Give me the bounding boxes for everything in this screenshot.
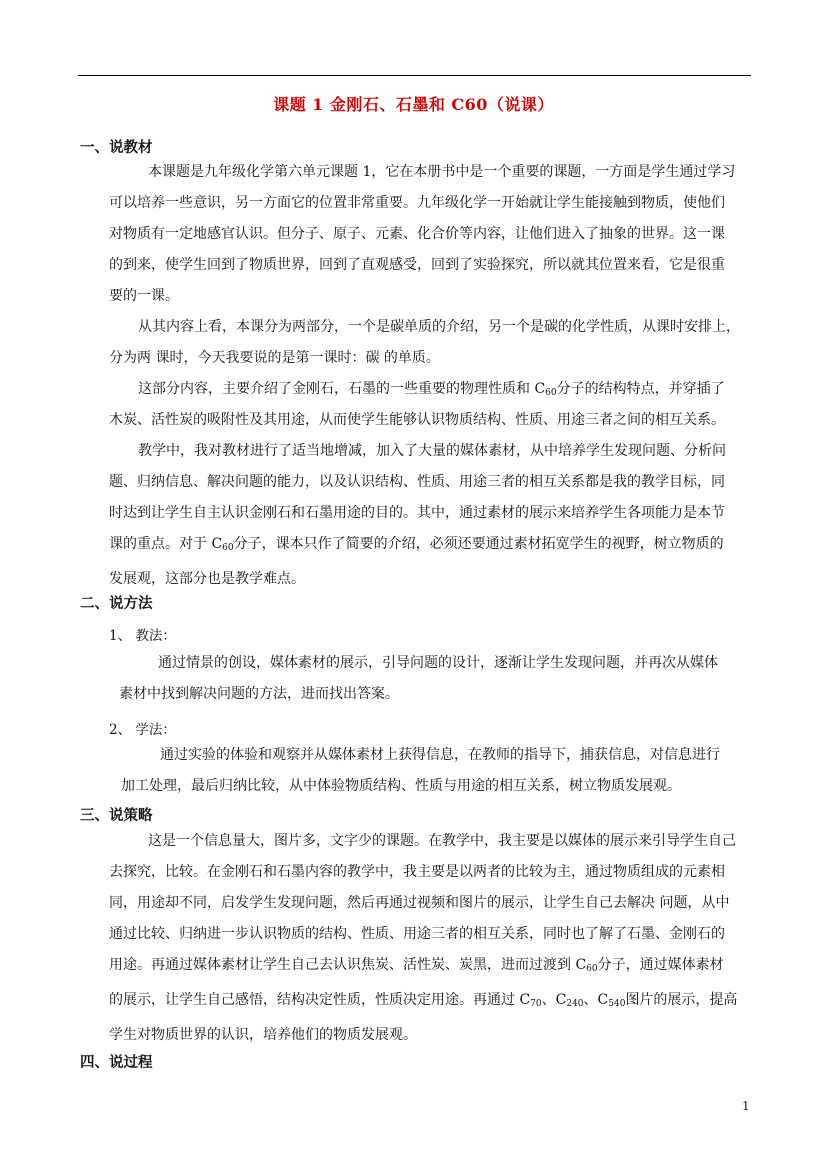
subscript: 540 [608,999,626,1009]
paragraph-2 [138,312,750,343]
paragraph-1-cont [109,188,750,312]
paragraph-line [109,950,750,985]
method-item-2-text [160,740,750,771]
paragraph-1 [148,157,750,188]
paragraph-2-cont [109,343,750,374]
paragraph-5-cont [109,857,750,1051]
paragraph-line: 要的一课。 [109,288,179,304]
method-item-2: 2、 学法： [109,722,176,738]
section-heading-4: 四、说过程 [80,1054,153,1071]
paragraph-5 [148,826,750,857]
method-item-1-text-cont [119,679,750,710]
subscript: 240 [566,999,584,1009]
method-item-1-text [158,648,750,679]
paragraph-line: 教学中，我对教材进行了适当地增减，加入了大量的媒体素材，从中培养学生发现问题、分析问 [138,443,726,459]
paragraph-line [138,374,750,409]
subscript: 60 [586,964,598,974]
paragraph-4 [138,436,750,467]
subscript: 60 [545,388,557,398]
paragraph-line: 可以培养一些意识，另一方面它的位置非常重要。九年级化学一开始就让学生能接触到物质，使他们 [109,195,725,211]
page-number: 1 [742,1099,750,1113]
paragraph-line: 从其内容上看，本课分为两部分，一个是碳单质的介绍，另一个是碳的化学性质，从课时安排上， [138,319,740,335]
text-run: 图片的展示，提高 [625,992,738,1008]
subscript: 70 [530,999,542,1009]
paragraph-line [109,985,750,1020]
paragraph-line: 对物质有一定地感官认识。但分子、原子、元素、化合价等内容，让他们进入了抽象的世界。这一课 [109,226,725,242]
text-run: 分子的结构特点，并穿插了 [556,381,725,397]
method-item-1: 1、 教法： [109,628,176,644]
method-item-2-text-cont [121,771,750,802]
paragraph-line: 时达到让学生自主认识金刚石和石墨用途的目的。其中，通过素材的展示来培养学生各项能力是本节 [109,505,725,521]
paragraph-line: 同，用途却不同，启发学生发现问题，然后再通过视频和图片的展示，让学生自己去解决 问题，从中 [109,895,730,911]
section-heading-1: 一、说教材 [80,139,153,156]
section-heading-2: 二、说方法 [80,595,153,612]
paragraph-line: 的到来，使学生回到了物质世界，回到了直观感受，回到了实验探究，所以就其位置来看，它是很重 [109,257,725,273]
paragraph-line: 加工处理，最后归纳比较，从中体验物质结构、性质与用途的相互关系，树立物质发展观。 [121,778,681,794]
paragraph-3 [138,374,750,409]
text-run: 、C [583,992,609,1008]
text-run: 分子，课本只作了简要的介绍，必须还要通过素材拓宽学生的视野，树立物质的 [233,536,724,552]
text-run: 用途。再通过媒体素材让学生自己去认识焦炭、活性炭、炭黑，进而过渡到 C [109,957,587,973]
text-run: 课的重点。对于 C [109,536,223,552]
paragraph-line: 去探究，比较。在金刚石和石墨内容的教学中，我主要是以两者的比较为主，通过物质组成的元素相 [109,864,725,880]
paragraph-line: 这是一个信息量大，图片多，文字少的课题。在教学中，我主要是以媒体的展示来引导学生自己 [148,833,736,849]
text-run: 的展示，让学生自己感悟，结构决定性质，性质决定用途。再通过 C [109,992,531,1008]
paragraph-line [109,529,750,564]
section-heading-3: 三、说策略 [80,807,153,824]
header-rule [78,75,751,76]
text-run: 这部分内容，主要介绍了金刚石，石墨的一些重要的物理性质和 C [138,381,546,397]
paragraph-line: 通过情景的创设，媒体素材的展示，引导问题的设计，逐渐让学生发现问题，并再次从媒体 [158,655,718,671]
paragraph-line: 题、归纳信息、解决问题的能力，以及认识结构、性质、用途三者的相互关系都是我的教学目标，同 [109,474,725,490]
paragraph-line: 学生对物质世界的认识，培养他们的物质发展观。 [109,1027,417,1043]
paragraph-4-cont [109,467,750,595]
paragraph-line: 通过比较、归纳进一步认识物质的结构、性质、用途三者的相互关系，同时也了解了石墨、金刚石的 [109,926,725,942]
paragraph-line: 通过实验的体验和观察并从媒体素材上获得信息，在教师的指导下，捕获信息，对信息进行 [160,747,720,763]
page-title: 课题 1 金刚石、石墨和 C60（说课） [273,95,554,114]
text-run: 分子，通过媒体素材 [597,957,724,973]
paragraph-line: 本课题是九年级化学第六单元课题 1，它在本册书中是一个重要的课题，一方面是学生通过学习 [148,164,736,180]
paragraph-line: 分为两 课时，今天我要说的是第一课时：碳 的单质。 [109,350,440,366]
text-run: 、C [541,992,567,1008]
paragraph-line: 发展观，这部分也是教学难点。 [109,571,305,587]
paragraph-3-cont [109,405,750,436]
paragraph-line: 素材中找到解决问题的方法，进而找出答案。 [119,686,399,702]
subscript: 60 [222,543,234,553]
paragraph-line: 木炭、活性炭的吸附性及其用途，从而使学生能够认识物质结构、性质、用途三者之间的相互关系。 [109,412,725,428]
